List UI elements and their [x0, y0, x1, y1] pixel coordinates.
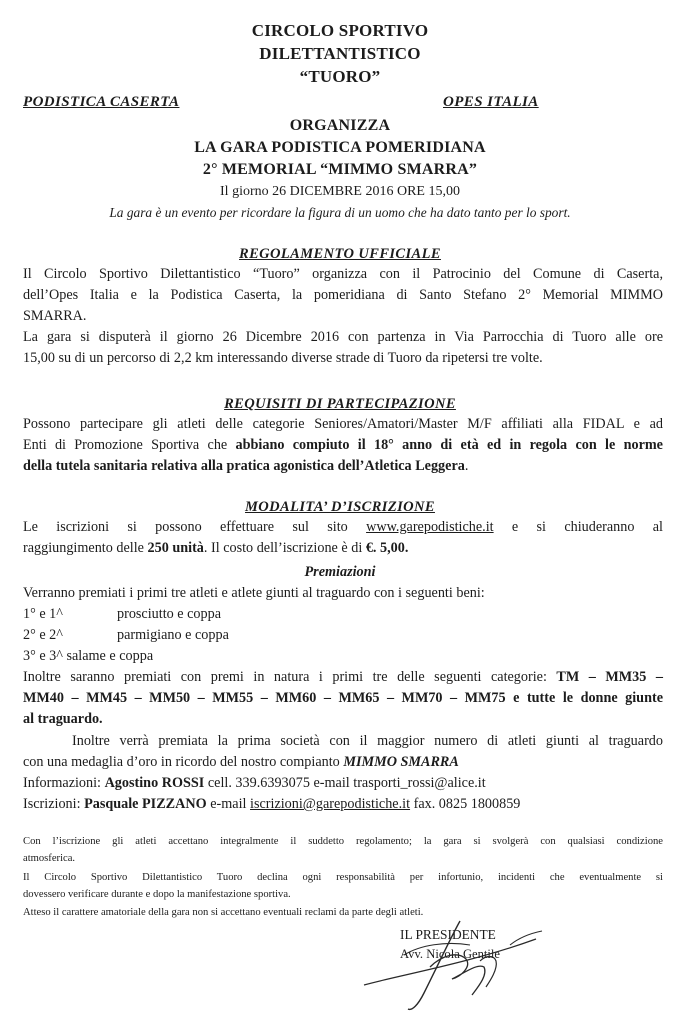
iscrizione-cost: €. 5,00. [365, 540, 409, 556]
note2-line2: dovessero verificare durante e dopo la manifestazione sportiva. [23, 889, 291, 900]
regolamento-p2-line1: La gara si disputerà il giorno 26 Dicembre 2016 con partenza in Via Parrocchia di Tuoro alle ore [23, 329, 663, 345]
regolamento-heading: REGOLAMENTO UFFICIALE [239, 246, 441, 262]
iscrizioni-email-link[interactable]: iscrizioni@garepodistiche.it [250, 796, 411, 812]
info-label: Informazioni: [23, 775, 105, 791]
info-details: cell. 339.6393075 e-mail trasporti_rossi@alice.it [204, 775, 486, 791]
categories-line1-plain: Inoltre saranno premiati con premi in natura i primi tre delle seguenti categorie: [23, 669, 557, 685]
partner-right: OPES ITALIA [443, 94, 539, 110]
prize-row-2 [23, 627, 229, 644]
club-name-line1: CIRCOLO SPORTIVO [251, 21, 429, 40]
iscrizioni-name: Pasquale PIZZANO [84, 796, 207, 812]
club-name-line2: DILETTANTISTICO [259, 44, 421, 63]
note1-line2: atmosferica. [23, 853, 76, 864]
iscrizione-heading: MODALITA’ D’ISCRIZIONE [245, 499, 435, 515]
categories-line1 [23, 669, 663, 686]
society-prize-line1: Inoltre verrà premiata la prima società con il maggior numero di atleti giunti al traguardo [72, 733, 663, 749]
event-name: LA GARA PODISTICA POMERIDIANA [194, 139, 486, 156]
partner-left: PODISTICA CASERTA [23, 94, 180, 110]
regolamento-p1-line2: dell’Opes Italia e la Podistica Caserta, la pomeridiana di Santo Stefano 2° Memorial MIMMO [23, 287, 663, 303]
categories-line3: al traguardo. [23, 711, 103, 727]
iscrizione-line1-tail: e si chiuderanno al [493, 519, 663, 535]
requisiti-line3 [23, 458, 468, 475]
requisiti-heading: REQUISITI DI PARTECIPAZIONE [224, 396, 456, 412]
iscrizioni-email-label: e-mail [206, 796, 251, 812]
club-name-line3: “TUORO” [299, 67, 381, 86]
note1-line1: Con l’iscrizione gli atleti accettano integralmente il suddetto regolamento; la gara si svolgerà con qualsiasi condizione [23, 836, 663, 847]
society-prize-line2-plain: con una medaglia d’oro in ricordo del nostro compianto [23, 754, 344, 770]
requisiti-line2 [23, 437, 663, 454]
prize-row-2-prize: parmigiano e coppa [117, 627, 229, 643]
requisiti-line3-bold: della tutela sanitaria relativa alla pratica agonistica dell’Atletica Leggera [23, 458, 465, 474]
iscrizione-site-link[interactable]: www.garepodistiche.it [366, 519, 494, 535]
regolamento-p2-line2: 15,00 su di un percorso di 2,2 km interessando diverse strade di Tuoro da ripetersi tre volte. [23, 350, 543, 366]
prize-row-1-label: 1° e 1^ [23, 606, 63, 622]
iscrizione-line2 [23, 540, 408, 557]
requisiti-line2-plain: Enti di Promozione Sportiva che [23, 437, 236, 453]
note3: Atteso il carattere amatoriale della gara non si accettano eventuali reclami da parte degli atleti. [23, 907, 424, 918]
event-date: Il giorno 26 DICEMBRE 2016 ORE 15,00 [220, 184, 460, 199]
iscrizione-line1-text: Le iscrizioni si possono effettuare sul sito [23, 519, 367, 535]
prize-row-1 [23, 606, 221, 623]
memorial-title: 2° MEMORIAL “MIMMO SMARRA” [202, 161, 478, 178]
info-contact [23, 775, 486, 792]
iscrizione-line1 [23, 519, 663, 536]
organizza-heading: ORGANIZZA [289, 117, 391, 134]
categories-line1-bold: TM – MM35 – [556, 669, 663, 685]
regolamento-p1-line3: SMARRA. [23, 308, 87, 324]
society-prize-honoree: MIMMO SMARRA [343, 754, 459, 770]
iscrizione-max-units: 250 unità [147, 540, 204, 556]
requisiti-line3-plain: . [464, 458, 469, 474]
info-name: Agostino ROSSI [104, 775, 205, 791]
premiazioni-heading: Premiazioni [304, 564, 376, 580]
society-prize-line2 [23, 754, 459, 771]
regolamento-p1-line1: Il Circolo Sportivo Dilettantistico “Tuoro” organizza con il Patrocinio del Comune di Caserta, [23, 266, 663, 282]
requisiti-line1: Possono partecipare gli atleti delle categorie Seniores/Amatori/Master M/F affiliati alla FIDAL e ad [23, 416, 663, 432]
prize-row-2-label: 2° e 2^ [23, 627, 63, 643]
handwritten-signature [360, 915, 550, 1015]
signature-name: Avv. Nicola Gentile [400, 947, 501, 961]
iscrizione-line2-text: raggiungimento delle [23, 540, 148, 556]
dedication-text: La gara è un evento per ricordare la figura di un uomo che ha dato tanto per lo sport. [109, 205, 571, 220]
categories-line2: MM40 – MM45 – MM50 – MM55 – MM60 – MM65 – MM70 – MM75 e tutte le donne giunte [23, 690, 663, 706]
prize-row-3: 3° e 3^ salame e coppa [23, 648, 154, 664]
iscrizioni-fax: fax. 0825 1800859 [410, 796, 521, 812]
iscrizione-line2-mid: . Il costo dell’iscrizione è di [203, 540, 366, 556]
iscrizioni-contact [23, 796, 520, 813]
signature-title: IL PRESIDENTE [400, 927, 496, 942]
iscrizioni-label: Iscrizioni: [23, 796, 85, 812]
prize-row-1-prize: prosciutto e coppa [117, 606, 222, 622]
note2-line1: Il Circolo Sportivo Dilettantistico Tuoro declina ogni responsabilità per infortunio, incidenti che eventualmente si [23, 872, 663, 883]
requisiti-line2-bold: abbiano compiuto il 18° anno di età ed in regola con le norme [235, 437, 663, 453]
premiazioni-intro: Verranno premiati i primi tre atleti e atlete giunti al traguardo con i seguenti beni: [23, 585, 485, 601]
